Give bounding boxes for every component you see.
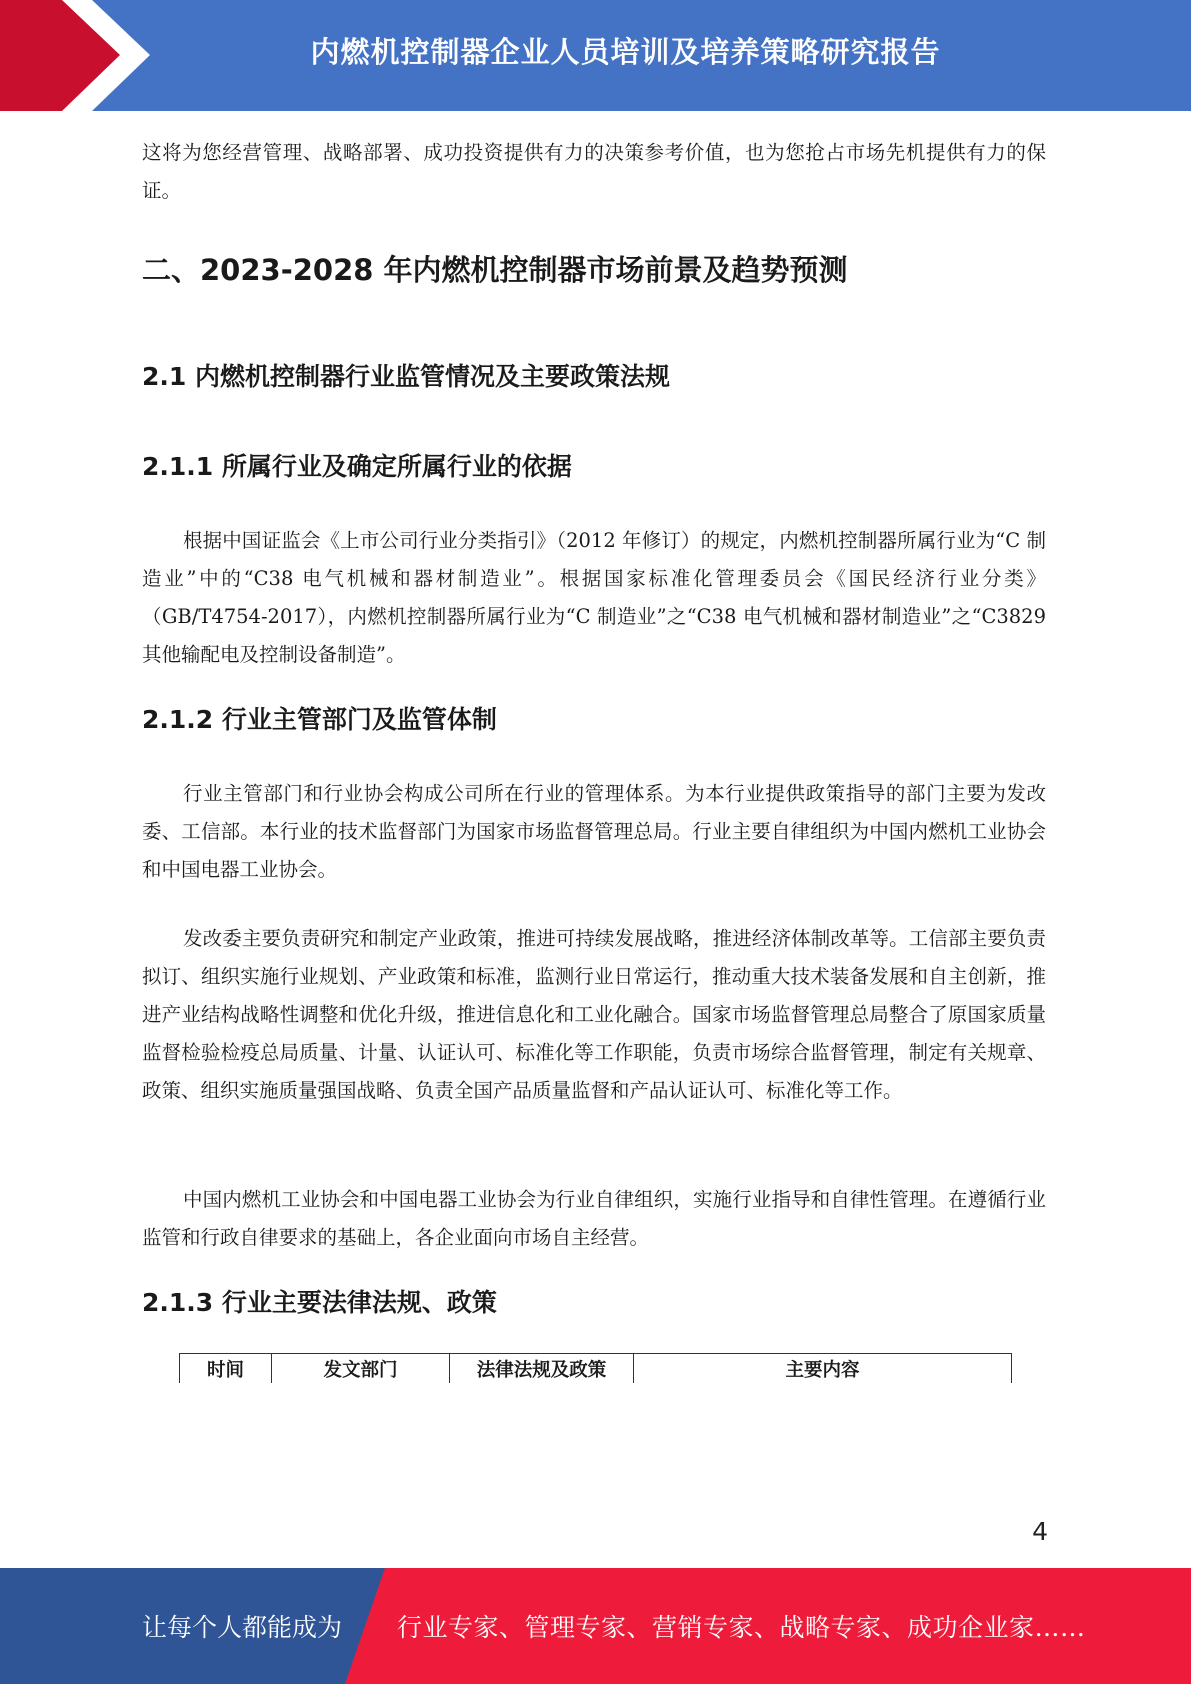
intro-paragraph: 这将为您经营管理、战略部署、成功投资提供有力的决策参考价值，也为您抢占市场先机提供有力的保证。 [142, 141, 1046, 202]
regulatory-paragraph-3: 中国内燃机工业协会和中国电器工业协会为行业自律组织，实施行业指导和自律性管理。在遵循行业监管和行政自律要求的基础上，各企业面向市场自主经营。 [142, 1188, 1046, 1249]
table-header-cell: 时间 [180, 1354, 272, 1383]
regulatory-paragraph-1: 行业主管部门和行业协会构成公司所在行业的管理体系。为本行业提供政策指导的部门主要为发改委、工信部。本行业的技术监督部门为国家市场监督管理总局。行业主要自律组织为中国内燃机工业协会和中国电器工业协会。 [142, 782, 1046, 881]
table-header-cell: 主要内容 [785, 1359, 860, 1381]
subsection-heading-2-1: 2.1 内燃机控制器行业监管情况及主要政策法规 [142, 362, 670, 391]
table-header-cell: 法律法规及政策 [450, 1354, 634, 1383]
industry-classification-paragraph: 根据中国证监会《上市公司行业分类指引》（2012 年修订）的规定，内燃机控制器所属行业为“C 制造业”中的“C38 电气机械和器材制造业”。根据国家标准化管理委员会《国民经济行业分类》（GB/T4754-2017），内燃机控制器所属行业为“C 制造业”之“C38 电气机械和器材制造业”之“C3829 其他输配电及控制设备制造”。 [142, 529, 1046, 666]
subsection-heading-2-1-1: 2.1.1 所属行业及确定所属行业的依据 [142, 452, 572, 481]
regulatory-paragraph-2: 发改委主要负责研究和制定产业政策，推进可持续发展战略，推进经济体制改革等。工信部主要负责拟订、组织实施行业规划、产业政策和标准，监测行业日常运行，推动重大技术装备发展和自主创新，推进产业结构战略性调整和优化升级，推进信息化和工业化融合。国家市场监督管理总局整合了原国家质量监督检验检疫总局质量、计量、认证认可、标准化等工作职能，负责市场综合监督管理，制定有关规章、政策、组织实施质量强国战略、负责全国产品质量监督和产品认证认可、标准化等工作。 [142, 927, 1046, 1102]
table-header-cell: 发文部门 [272, 1354, 450, 1383]
report-title: 内燃机控制器企业人员培训及培养策略研究报告 [310, 35, 941, 69]
footer-slogan-right: 行业专家、管理专家、营销专家、战略专家、成功企业家…… [397, 1613, 1086, 1642]
policy-table-header [179, 1353, 1012, 1383]
footer-slogan-left: 让每个人都能成为 [142, 1613, 343, 1642]
subsection-heading-2-1-2: 2.1.2 行业主管部门及监管体制 [142, 705, 497, 734]
footer-banner [0, 1568, 1191, 1684]
header-banner [0, 0, 1191, 111]
page-number: 4 [1032, 1517, 1048, 1546]
subsection-heading-2-1-3: 2.1.3 行业主要法律法规、政策 [142, 1288, 497, 1317]
section-heading: 二、2023-2028 年内燃机控制器市场前景及趋势预测 [142, 253, 848, 287]
